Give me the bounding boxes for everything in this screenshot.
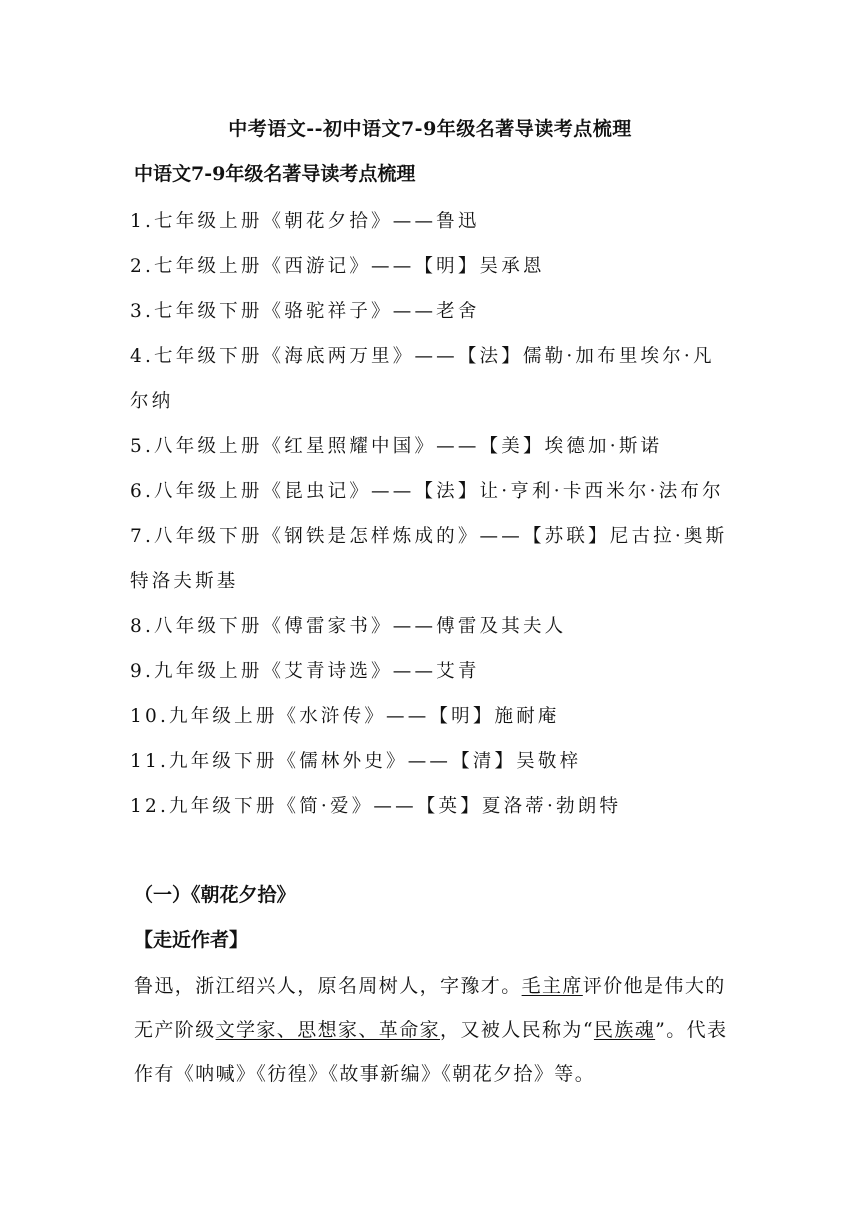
list-item: 8.八年级下册《傅雷家书》——傅雷及其夫人	[130, 616, 567, 637]
list-item: 3.七年级下册《骆驼祥子》——老舍	[130, 301, 480, 322]
underlined-text: 民族魂	[593, 1019, 656, 1041]
underlined-text: 文学家、思想家、革命家	[215, 1019, 441, 1041]
list-item: 2.七年级上册《西游记》——【明】吴承恩	[130, 256, 545, 277]
subsection-heading: 【走近作者】	[134, 929, 249, 951]
list-item: 4.七年级下册《海底两万里》——【法】儒勒·加布里埃尔·凡尔纳	[130, 346, 715, 412]
author-paragraph	[134, 964, 734, 1096]
list-item: 11.九年级下册《儒林外史》——【清】吴敬梓	[130, 751, 582, 772]
underlined-text: 毛主席	[521, 975, 583, 997]
list-item: 7.八年级下册《钢铁是怎样炼成的》——【苏联】尼古拉·奥斯特洛夫斯基	[130, 526, 728, 592]
text-run: ”。代表作有《呐喊》《彷徨》《故事新编》《朝花夕拾》等。	[134, 1019, 728, 1085]
text-run: ，又被人民称为“	[440, 1019, 594, 1041]
text-run: 评价他是伟大的无产阶级	[134, 975, 726, 1041]
list-item: 5.八年级上册《红星照耀中国》——【美】埃德加·斯诺	[130, 436, 663, 457]
document-title: 中考语文--初中语文7-9年级名著导读考点梳理	[228, 118, 632, 140]
list-item: 10.九年级上册《水浒传》——【明】施耐庵	[130, 706, 560, 727]
list-item: 12.九年级下册《简·爱》——【英】夏洛蒂·勃朗特	[130, 796, 622, 817]
document-subtitle: 中语文7-9年级名著导读考点梳理	[134, 163, 416, 185]
list-item: 9.九年级上册《艾青诗选》——艾青	[130, 661, 480, 682]
text-run: 鲁迅，浙江绍兴人，原名周树人，字豫才。	[134, 975, 522, 997]
list-item: 1.七年级上册《朝花夕拾》——鲁迅	[130, 211, 480, 232]
list-item: 6.八年级上册《昆虫记》——【法】让·亨利·卡西米尔·法布尔	[130, 481, 724, 502]
section-heading: （一）《朝花夕拾》	[134, 884, 296, 906]
book-list	[130, 199, 730, 829]
